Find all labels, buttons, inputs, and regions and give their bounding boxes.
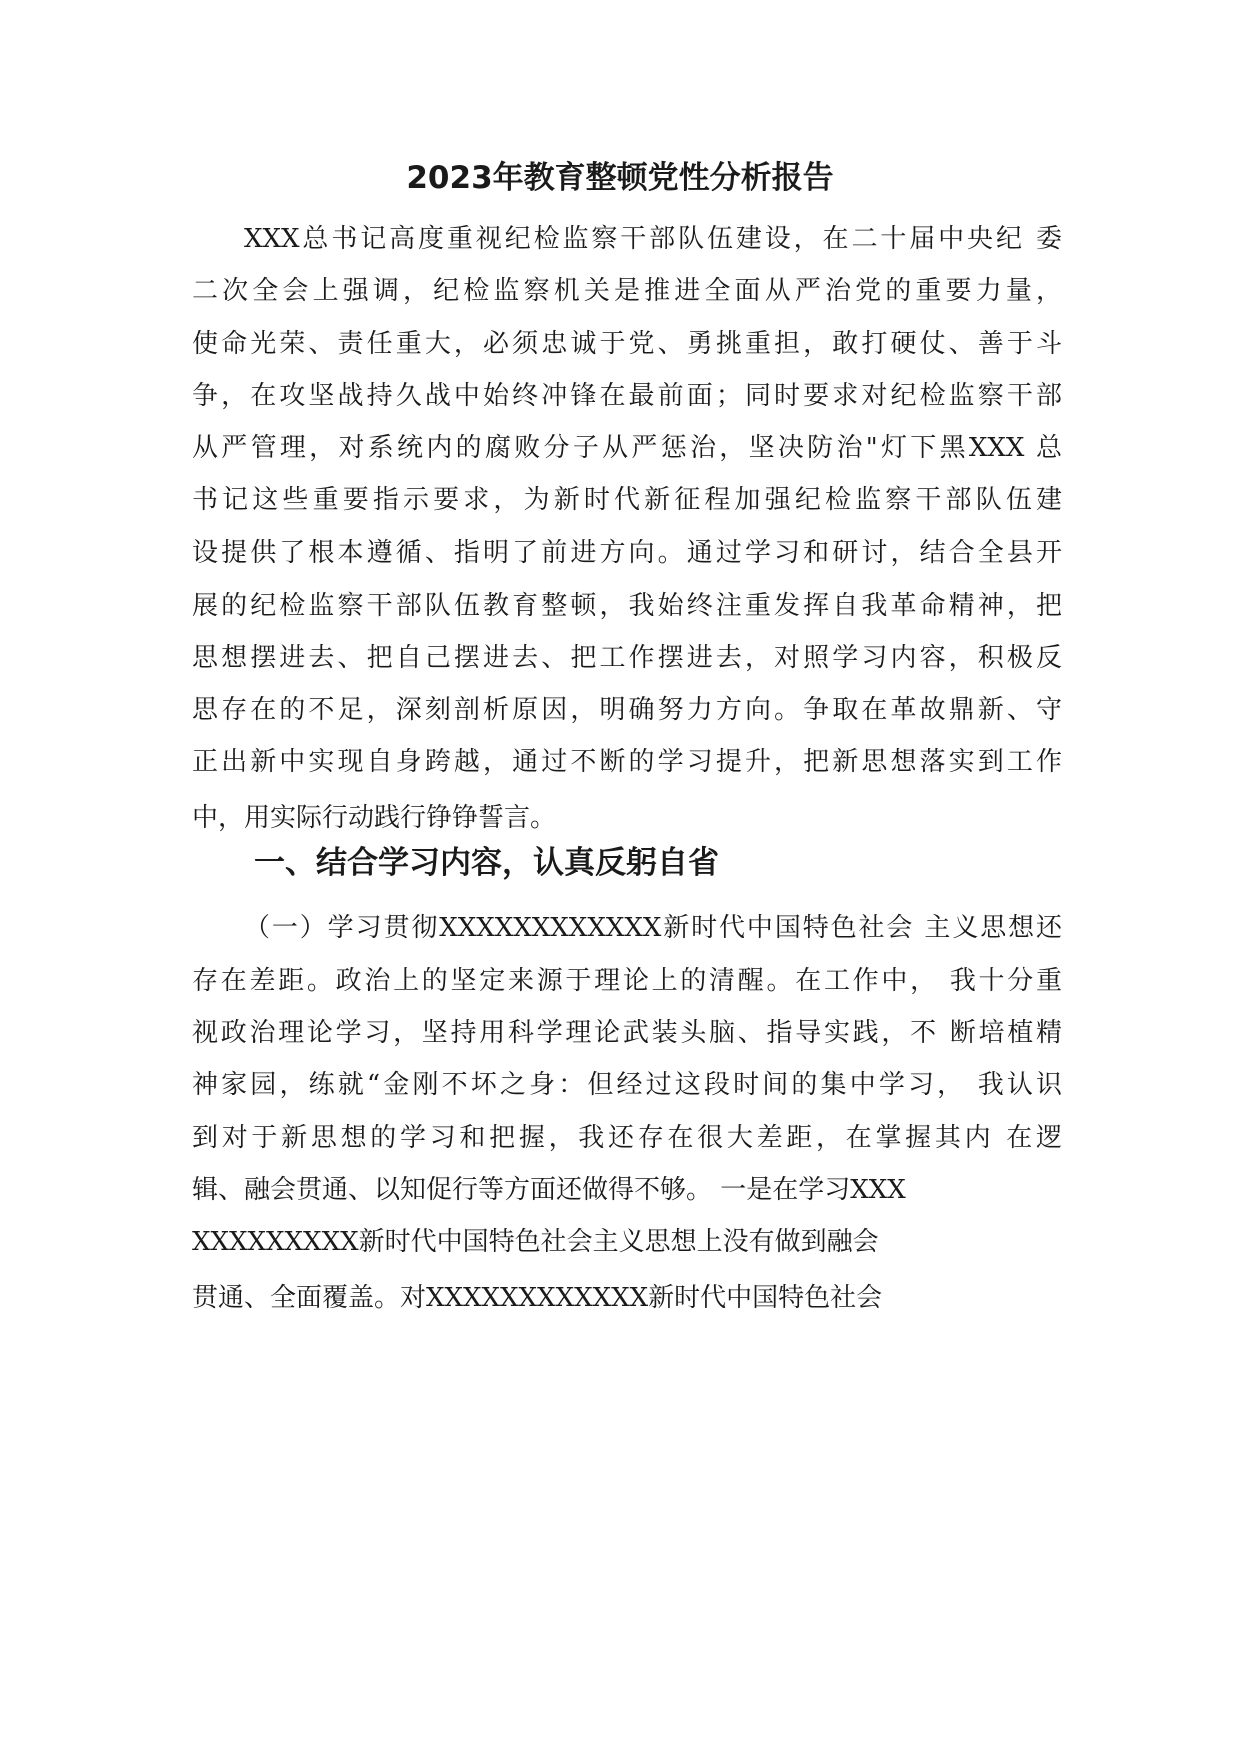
intro-line-6: 书记这些重要指示要求，为新时代新征程加强纪检监察干部队伍建 <box>192 485 1062 515</box>
section-1-line-2: 存在差距。政治上的坚定来源于理论上的清醒。在工作中， 我十分重 <box>192 966 1062 996</box>
section-1-line-1: （一）学习贯彻XXXXXXXXXXXX新时代中国特色社会 主义思想还 <box>244 913 1062 943</box>
intro-line-7: 设提供了根本遵循、指明了前进方向。通过学习和研讨，结合全县开 <box>192 538 1062 568</box>
intro-line-5: 从严管理，对系统内的腐败分子从严惩治，坚决防治"灯下黑XXX 总 <box>192 433 1062 463</box>
section-1-line-8: 贯通、全面覆盖。对XXXXXXXXXXXX新时代中国特色社会 <box>192 1283 883 1313</box>
section-1-line-3: 视政治理论学习，坚持用科学理论武装头脑、指导实践，不 断培植精 <box>192 1018 1062 1048</box>
intro-line-1: XXX总书记高度重视纪检监察干部队伍建设，在二十届中央纪 委 <box>244 224 1062 254</box>
section-1-line-4: 神家园，练就“金刚不坏之身：但经过这段时间的集中学习， 我认识 <box>192 1070 1062 1100</box>
intro-line-10: 思存在的不足，深刻剖析原因，明确努力方向。争取在革故鼎新、守 <box>192 695 1062 725</box>
intro-line-9: 思想摆进去、把自己摆进去、把工作摆进去，对照学习内容，积极反 <box>192 643 1062 673</box>
intro-line-4: 争，在攻坚战持久战中始终冲锋在最前面；同时要求对纪检监察干部 <box>192 381 1062 411</box>
intro-line-3: 使命光荣、责任重大，必须忠诚于党、勇挑重担，敢打硬仗、善于斗 <box>192 329 1062 359</box>
intro-line-11: 正出新中实现自身跨越，通过不断的学习提升，把新思想落实到工作 <box>192 747 1062 777</box>
section-1-heading: 一、结合学习内容，认真反躬自省 <box>254 845 719 881</box>
document-title: 2023年教育整顿党性分析报告 <box>406 160 834 196</box>
intro-line-12: 中，用实际行动践行铮铮誓言。 <box>192 803 557 833</box>
intro-line-2: 二次全会上强调，纪检监察机关是推进全面从严治党的重要力量， <box>192 276 1062 306</box>
section-1-line-6: 辑、融会贯通、以知促行等方面还做得不够。 一是在学习XXX <box>192 1175 906 1205</box>
intro-line-8: 展的纪检监察干部队伍教育整顿，我始终注重发挥自我革命精神，把 <box>192 591 1062 621</box>
section-1-line-5: 到对于新思想的学习和把握，我还存在很大差距，在掌握其内 在逻 <box>192 1123 1062 1153</box>
section-1-line-7: XXXXXXXXX新时代中国特色社会主义思想上没有做到融会 <box>192 1227 879 1257</box>
